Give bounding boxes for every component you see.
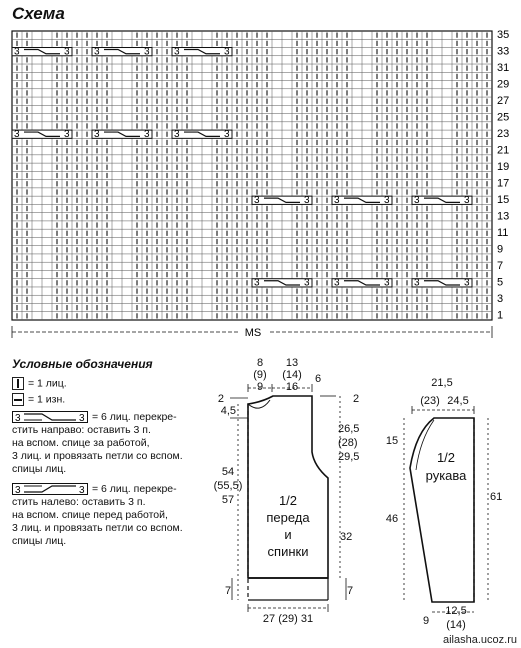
cable-count-label: 3	[224, 128, 230, 140]
row-number: 15	[497, 193, 510, 206]
knit-symbol-icon	[12, 377, 24, 390]
chart-title: Схема	[12, 4, 65, 23]
row-number: 35	[497, 28, 510, 41]
svg-text:(55,5): (55,5)	[213, 480, 243, 492]
svg-text:1/2: 1/2	[436, 450, 456, 465]
svg-text:1/2: 1/2	[278, 493, 298, 508]
cable-count-label: 3	[304, 194, 310, 206]
svg-text:24,5: 24,5	[447, 395, 469, 407]
svg-text:61: 61	[490, 491, 503, 503]
svg-text:54: 54	[221, 466, 235, 478]
legend-cable-left	[12, 483, 212, 548]
cable-count-label: 3	[94, 46, 100, 58]
svg-text:(14): (14)	[446, 619, 466, 631]
cable-count-label: 3	[384, 194, 390, 206]
svg-text:57: 57	[221, 494, 235, 506]
svg-text:32: 32	[340, 531, 353, 543]
row-number: 31	[497, 61, 510, 74]
legend-knit-text: = 1 лиц.	[28, 377, 67, 390]
svg-text:(9): (9)	[253, 369, 267, 381]
svg-text:21,5: 21,5	[431, 377, 453, 389]
row-number: 5	[497, 276, 504, 289]
legend-purl	[12, 393, 65, 406]
cable-count-label: 3	[144, 128, 150, 140]
cable-count-label: 3	[414, 194, 420, 206]
row-number: 11	[497, 226, 509, 239]
svg-text:4,5: 4,5	[220, 405, 236, 417]
svg-text:(23): (23)	[420, 395, 440, 407]
cable-count-label: 3	[464, 194, 470, 206]
sleeve-dimension-lines	[404, 406, 488, 612]
cable-count-label: 3	[384, 277, 390, 289]
legend-knit	[12, 377, 67, 390]
cable-count-label: 3	[144, 46, 150, 58]
svg-text:12,5: 12,5	[445, 605, 467, 617]
svg-text:7: 7	[224, 585, 232, 597]
row-number: 19	[497, 160, 510, 173]
svg-text:46: 46	[385, 513, 399, 525]
cable-count-label: 3	[304, 277, 310, 289]
svg-text:3: 3	[79, 485, 85, 496]
row-number: 21	[497, 144, 510, 157]
row-number: 3	[497, 292, 504, 305]
body-dimension-lines	[230, 384, 346, 612]
row-number: 27	[497, 94, 510, 107]
svg-text:(28): (28)	[338, 437, 358, 449]
cable-count-label: 3	[14, 46, 20, 58]
svg-text:(14): (14)	[282, 369, 302, 381]
cable-left-symbol-icon	[12, 483, 88, 495]
legend-cable-right	[12, 411, 212, 476]
svg-text:2: 2	[217, 393, 224, 405]
svg-text:3: 3	[15, 485, 21, 496]
svg-text:6: 6	[314, 373, 322, 385]
svg-text:3: 3	[15, 413, 21, 424]
cable-count-label: 3	[334, 277, 340, 289]
legend-title: Условные обозначения	[12, 357, 153, 371]
legend-cable-left-text: = 6 лиц. перекре- стить налево: оставить 3 п. на вспом. спице перед работой, 3 лиц. и провязать петли со вспом. спицы лиц.	[12, 483, 183, 547]
cable-count-label: 3	[64, 46, 70, 58]
cable-count-label: 3	[174, 46, 180, 58]
cable-count-label: 3	[254, 194, 260, 206]
svg-text:рукава: рукава	[425, 468, 467, 483]
svg-text:29,5: 29,5	[338, 451, 360, 463]
row-number: 25	[497, 111, 510, 124]
cable-count-label: 3	[334, 194, 340, 206]
row-number: 13	[497, 210, 510, 223]
svg-text:9: 9	[256, 381, 264, 393]
cable-count-label: 3	[254, 277, 260, 289]
cable-count-label: 3	[414, 277, 420, 289]
legend-cable-right-text: = 6 лиц. перекре- стить направо: оставить 3 п. на вспом. спице за работой, 3 лиц. и провязать петли со вспом. спицы лиц.	[12, 411, 183, 475]
watermark: ailasha.ucoz.ru	[443, 634, 517, 646]
svg-text:7: 7	[346, 585, 354, 597]
body-piece	[248, 396, 328, 600]
svg-text:16: 16	[285, 381, 299, 393]
svg-text:спинки: спинки	[267, 544, 309, 559]
svg-text:переда: переда	[266, 510, 310, 525]
sleeve-labels	[386, 377, 502, 631]
svg-text:27 (29) 31: 27 (29) 31	[262, 613, 314, 625]
row-number: 33	[497, 45, 510, 58]
legend-purl-text: = 1 изн.	[28, 393, 66, 406]
cable-count-label: 3	[14, 128, 20, 140]
repeat-label: MS	[244, 327, 262, 339]
row-number: 29	[497, 78, 510, 91]
row-number: 17	[497, 177, 510, 190]
cable-count-label: 3	[224, 46, 230, 58]
row-number: 9	[497, 243, 504, 256]
row-number: 23	[497, 127, 510, 140]
svg-text:13: 13	[285, 357, 299, 369]
cable-count-label: 3	[94, 128, 100, 140]
cable-count-label: 3	[64, 128, 70, 140]
purl-symbol-icon	[12, 393, 24, 406]
cable-right-symbol-icon	[12, 411, 88, 423]
svg-text:и: и	[284, 527, 292, 542]
svg-text:2: 2	[353, 393, 360, 405]
row-number: 7	[497, 259, 504, 272]
svg-text:15: 15	[385, 435, 399, 447]
sleeve-piece	[410, 418, 474, 602]
svg-text:8: 8	[256, 357, 264, 369]
cable-count-label: 3	[464, 277, 470, 289]
row-number: 1	[497, 309, 504, 322]
body-labels	[214, 357, 360, 625]
svg-text:3: 3	[79, 413, 85, 424]
svg-text:9: 9	[422, 615, 430, 627]
cable-count-label: 3	[174, 128, 180, 140]
svg-text:26,5: 26,5	[338, 423, 360, 435]
